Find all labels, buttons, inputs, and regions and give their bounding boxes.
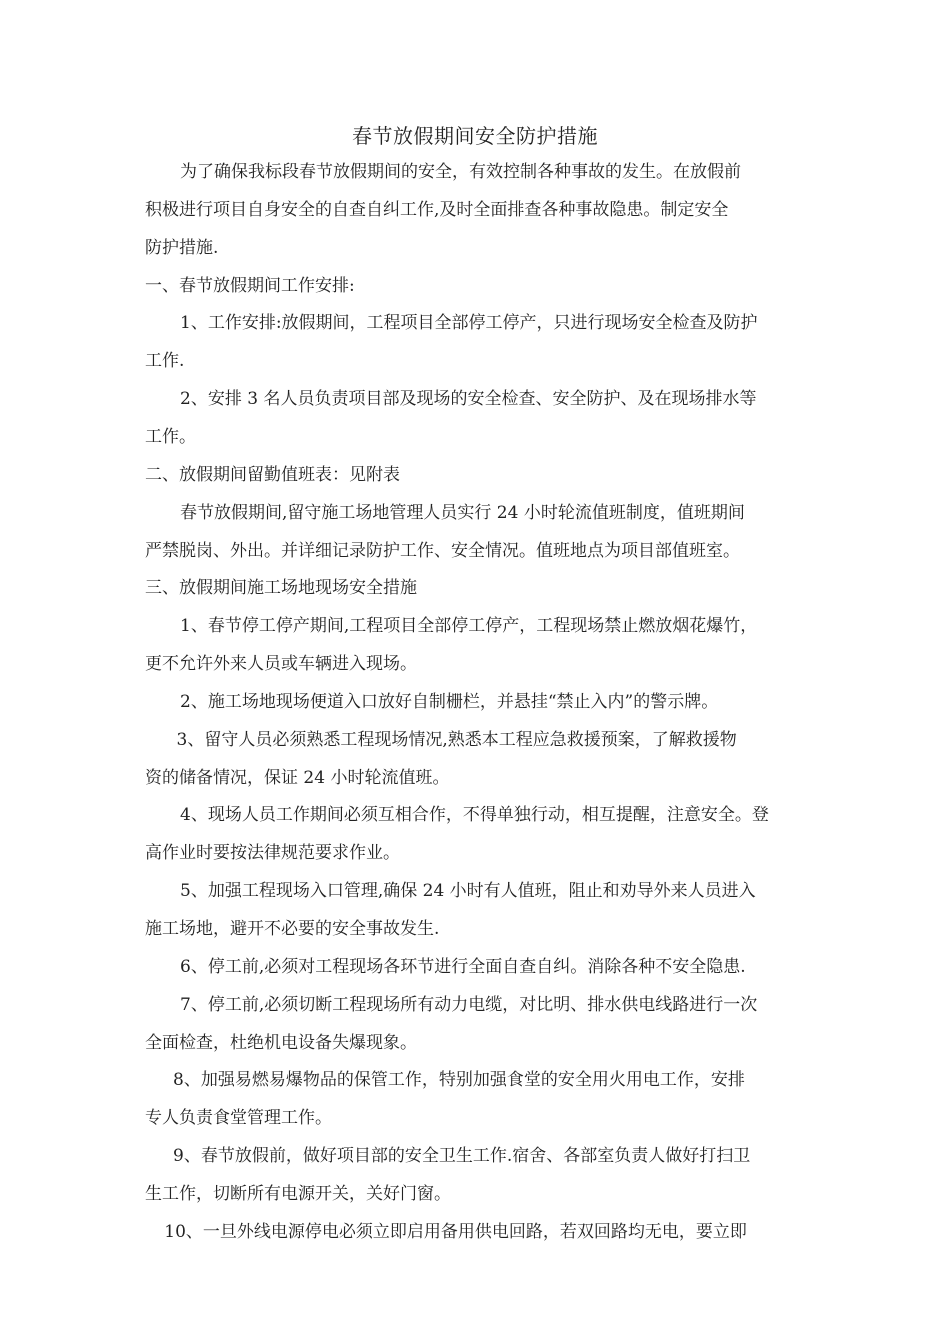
body-line: 2、施工场地现场便道入口放好自制栅栏，并悬挂“禁止入内”的警示牌。 bbox=[180, 691, 719, 712]
body-line: 工作. bbox=[145, 351, 185, 372]
body-line: 9、春节放假前，做好项目部的安全卫生工作.宿舍、各部室负责人做好打扫卫 bbox=[173, 1146, 751, 1167]
body-line: 防护措施. bbox=[145, 237, 219, 258]
body-line: 8、加强易燃易爆物品的保管工作，特别加强食堂的安全用火用电工作，安排 bbox=[173, 1070, 745, 1091]
body-line: 4、现场人员工作期间必须互相合作，不得单独行动，相互提醒，注意安全。登 bbox=[180, 805, 769, 826]
body-line: 1、工作安排:放假期间，工程项目全部停工停产，只进行现场安全检查及防护 bbox=[180, 313, 758, 334]
body-line: 高作业时要按法律规范要求作业。 bbox=[145, 843, 400, 864]
body-line: 为了确保我标段春节放假期间的安全，有效控制各种事故的发生。在放假前 bbox=[180, 162, 741, 182]
body-line: 6、停工前,必须对工程现场各环节进行全面自查自纠。消除各种不安全隐患. bbox=[180, 956, 746, 977]
body-line: 更不允许外来人员或车辆进入现场。 bbox=[145, 654, 417, 675]
body-line: 1、春节停工停产期间,工程项目全部停工停产，工程现场禁止燃放烟花爆竹， bbox=[180, 616, 758, 637]
body-line: 二、放假期间留勤值班表：见附表 bbox=[145, 464, 400, 485]
body-line: 7、停工前,必须切断工程现场所有动力电缆，对比明、排水供电线路进行一次 bbox=[180, 994, 758, 1015]
body-line: 施工场地，避开不必要的安全事故发生. bbox=[145, 919, 440, 939]
body-line: 2、安排 3 名人员负责项目部及现场的安全检查、安全防护、及在现场排水等 bbox=[180, 389, 757, 410]
body-line: 生工作，切断所有电源开关，关好门窗。 bbox=[145, 1183, 451, 1204]
body-line: 一、春节放假期间工作安排: bbox=[145, 275, 355, 296]
body-line: 资的储备情况，保证 24 小时轮流值班。 bbox=[145, 767, 450, 788]
body-line: 全面检查，杜绝机电设备失爆现象。 bbox=[145, 1032, 417, 1053]
body-line: 10、一旦外线电源停电必须立即启用备用供电回路，若双回路均无电，要立即 bbox=[164, 1221, 747, 1242]
body-line: 5、加强工程现场入口管理,确保 24 小时有人值班，阻止和劝导外来人员进入 bbox=[180, 881, 756, 902]
body-line: 三、放假期间施工场地现场安全措施 bbox=[145, 578, 417, 599]
body-line: 3、留守人员必须熟悉工程现场情况,熟悉本工程应急救援预案，了解救援物 bbox=[176, 729, 737, 750]
body-line: 专人负责食堂管理工作。 bbox=[145, 1108, 332, 1129]
body-line: 积极进行项目自身安全的自查自纠工作,及时全面排查各种事故隐患。制定安全 bbox=[145, 199, 729, 220]
document-title: 春节放假期间安全防护措施 bbox=[352, 124, 598, 148]
body-line: 严禁脱岗、外出。并详细记录防护工作、安全情况。值班地点为项目部值班室。 bbox=[145, 540, 740, 561]
body-line: 工作。 bbox=[145, 426, 196, 447]
body-line: 春节放假期间,留守施工场地管理人员实行 24 小时轮流值班制度，值班期间 bbox=[180, 502, 745, 523]
